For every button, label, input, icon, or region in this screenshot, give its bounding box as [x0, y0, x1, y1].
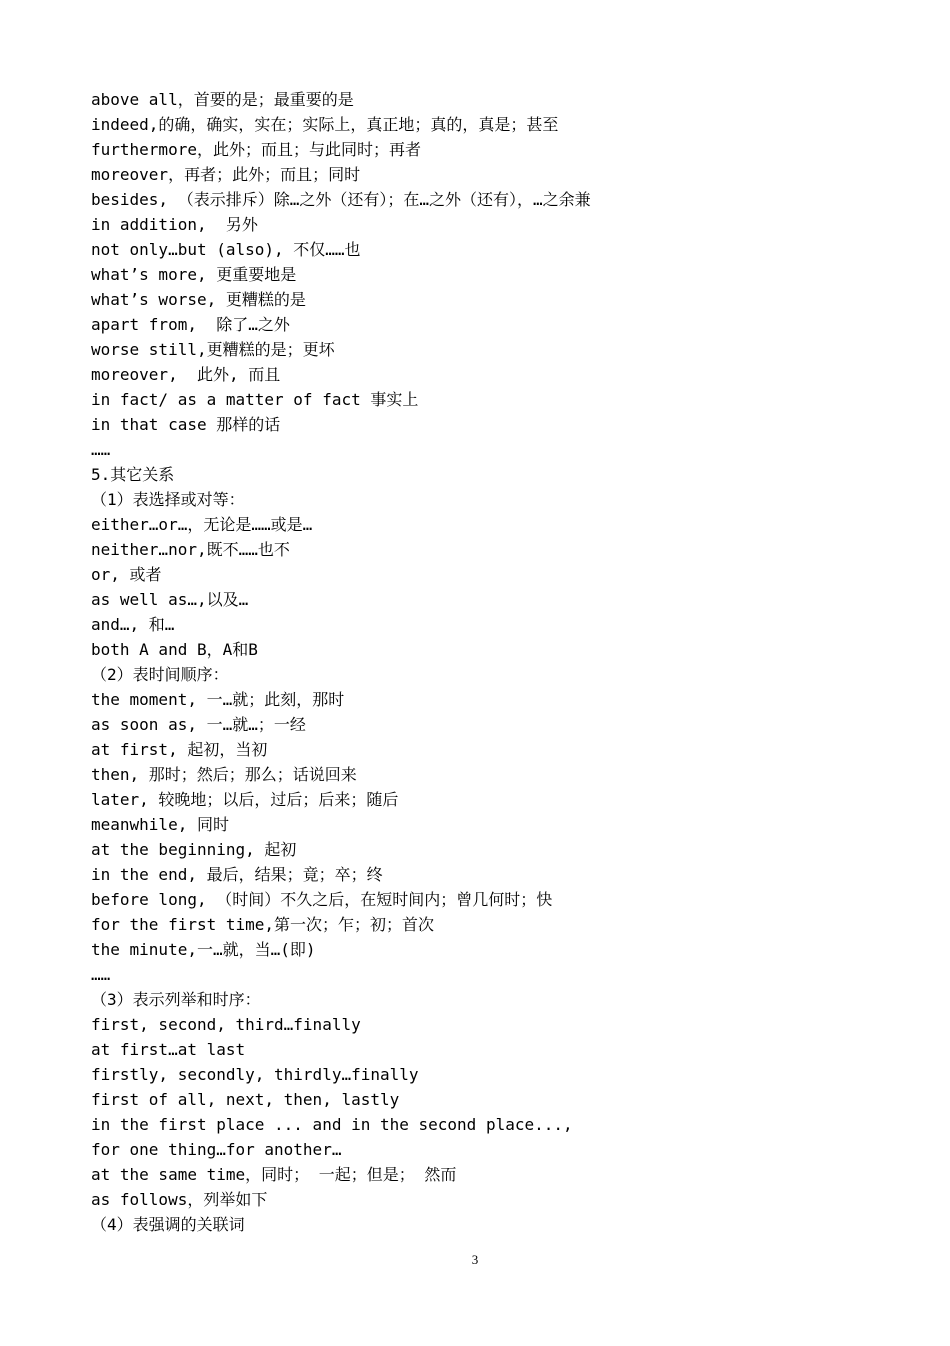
text-line: both A and B，A和B	[91, 640, 258, 659]
text-line: neither…nor,既不……也不	[91, 540, 290, 559]
text-line: （4）表强调的关联词	[91, 1215, 245, 1234]
text-line: as follows，列举如下	[91, 1190, 268, 1209]
text-line: as soon as, 一…就…；一经	[91, 715, 306, 734]
text-line: before long, （时间）不久之后，在短时间内；曾几何时；快	[91, 890, 553, 909]
text-line: ……	[91, 440, 111, 459]
text-line: the moment, 一…就；此刻，那时	[91, 690, 345, 709]
text-line: at the same time，同时； 一起；但是； 然而	[91, 1165, 457, 1184]
text-line: or, 或者	[91, 565, 162, 584]
text-line: in that case 那样的话	[91, 415, 281, 434]
text-line: ……	[91, 965, 111, 984]
text-line: in the first place ... and in the second place...,	[91, 1115, 573, 1134]
text-line: meanwhile, 同时	[91, 815, 229, 834]
text-line: moreover，再者；此外；而且；同时	[91, 165, 361, 184]
text-line: as well as…,以及…	[91, 590, 249, 609]
text-line: later, 较晚地；以后，过后；后来；随后	[91, 790, 399, 809]
text-line: in fact/ as a matter of fact 事实上	[91, 390, 419, 409]
text-line: 5.其它关系	[91, 465, 175, 484]
text-line: moreover, 此外, 而且	[91, 365, 281, 384]
text-line: besides, （表示排斥）除…之外（还有）；在…之外（还有），…之余兼	[91, 190, 591, 209]
text-line: in addition, 另外	[91, 215, 258, 234]
text-line: firstly, secondly, thirdly…finally	[91, 1065, 419, 1084]
text-line: not only…but (also), 不仅……也	[91, 240, 361, 259]
text-line: for one thing…for another…	[91, 1140, 342, 1159]
text-line: in the end, 最后，结果；竟；卒；终	[91, 865, 383, 884]
text-line: the minute,一…就，当…(即)	[91, 940, 316, 959]
text-line: and…, 和…	[91, 615, 175, 634]
text-line: then, 那时；然后；那么；话说回来	[91, 765, 357, 784]
text-line: above all，首要的是；最重要的是	[91, 90, 354, 109]
text-line: （1）表选择或对等：	[91, 490, 245, 509]
text-line: for the first time,第一次；乍；初；首次	[91, 915, 435, 934]
text-line: （2）表时间顺序：	[91, 665, 229, 684]
text-line: what’s more, 更重要地是	[91, 265, 297, 284]
text-line: first of all, next, then, lastly	[91, 1090, 400, 1109]
text-body	[91, 87, 891, 1237]
text-line: worse still,更糟糕的是；更坏	[91, 340, 335, 359]
text-line: either…or…，无论是……或是…	[91, 515, 313, 534]
text-line: at the beginning, 起初	[91, 840, 297, 859]
text-line: what’s worse, 更糟糕的是	[91, 290, 306, 309]
text-line: at first…at last	[91, 1040, 246, 1059]
text-line: at first, 起初，当初	[91, 740, 268, 759]
text-line: apart from, 除了…之外	[91, 315, 290, 334]
text-line: indeed,的确，确实，实在；实际上，真正地；真的，真是；甚至	[91, 115, 559, 134]
text-line: （3）表示列举和时序：	[91, 990, 261, 1009]
page-number: 3	[471, 1252, 479, 1267]
text-line: furthermore，此外；而且；与此同时；再者	[91, 140, 421, 159]
text-line: first, second, third…finally	[91, 1015, 361, 1034]
